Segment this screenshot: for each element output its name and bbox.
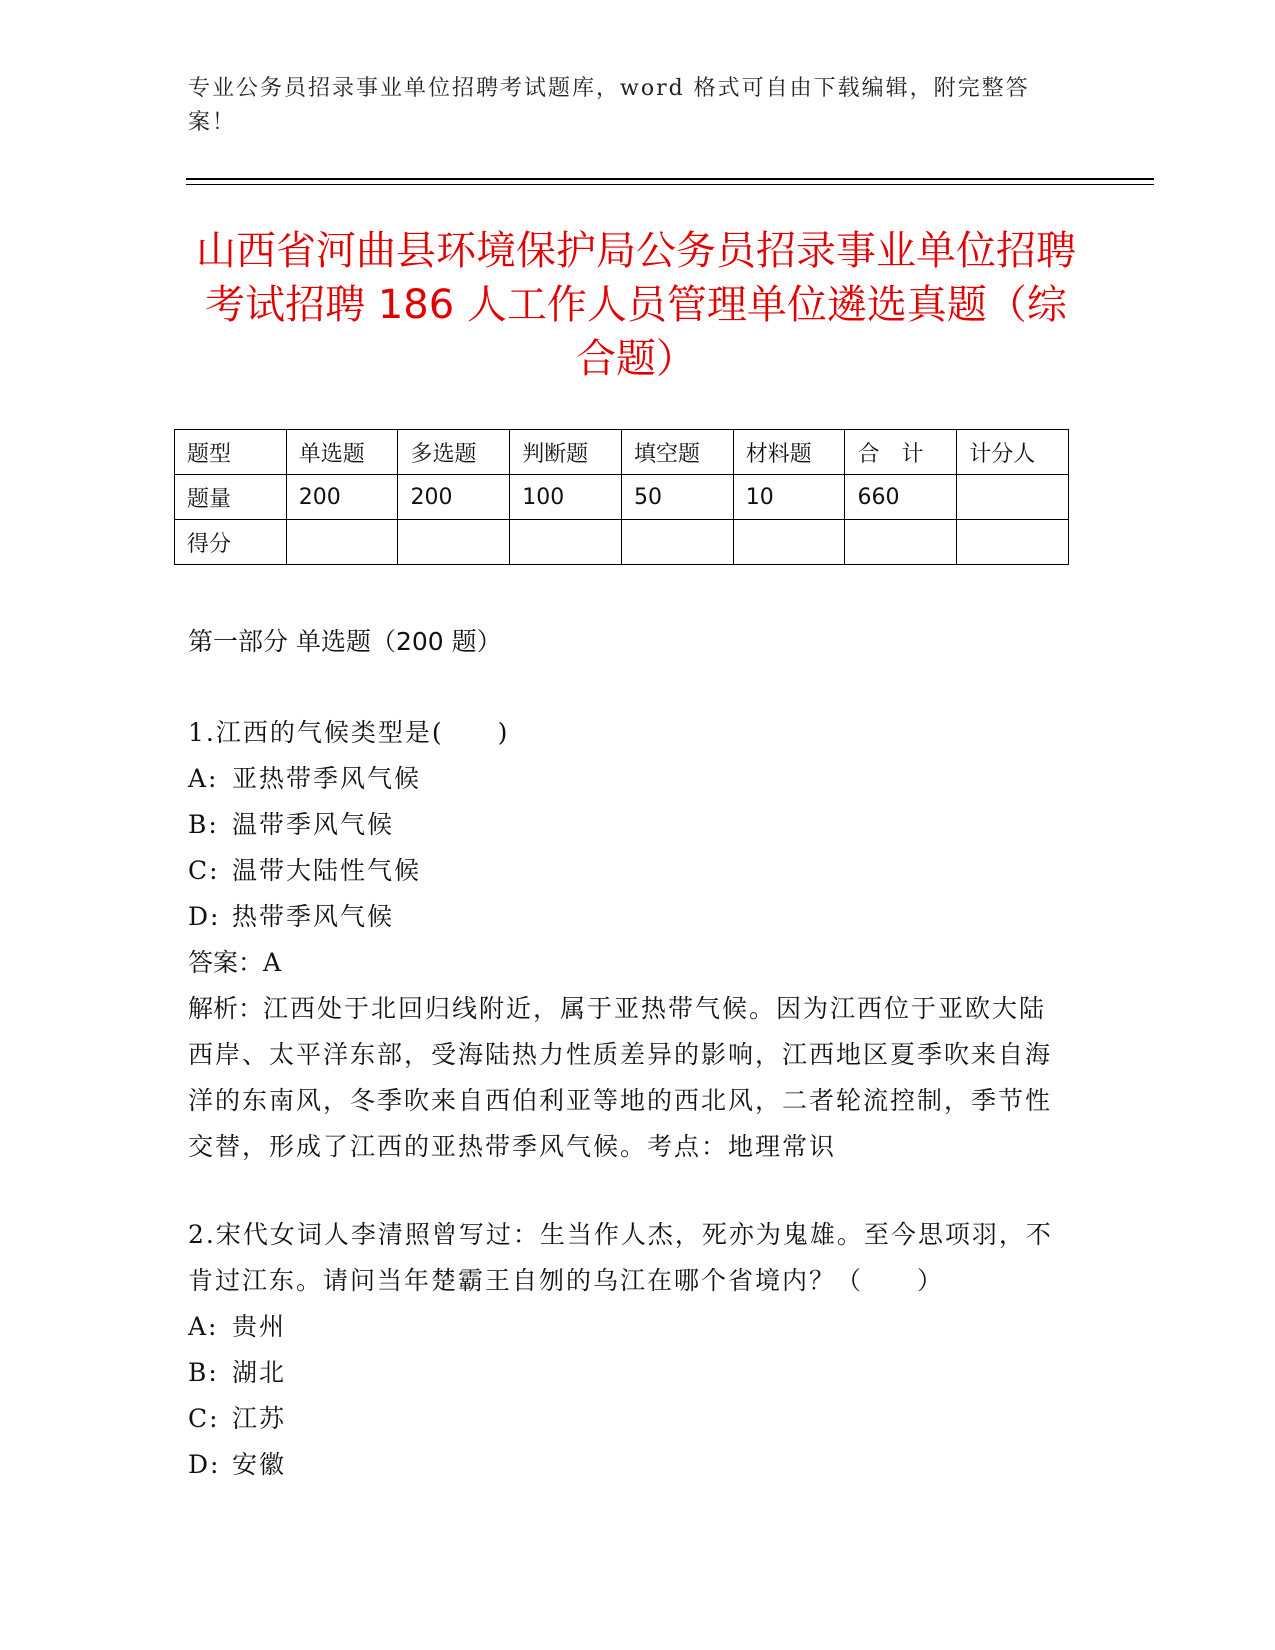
table-cell (845, 520, 957, 565)
option-text: 温带大陆性气候 (232, 856, 422, 885)
option-b (188, 1350, 1058, 1396)
header-rule (186, 178, 1154, 180)
table-cell: 200 (398, 475, 510, 520)
table-header-row (175, 430, 1069, 475)
option-letter: B: (188, 810, 219, 839)
option-letter: D: (188, 1450, 221, 1479)
option-text: 亚热带季风气候 (232, 764, 422, 793)
option-c (188, 1396, 1058, 1442)
option-letter: C: (188, 1404, 220, 1433)
option-d (188, 1442, 1058, 1488)
option-text: 湖北 (232, 1358, 287, 1387)
question-stem: 2.宋代女词人李清照曾写过：生当作人杰，死亦为鬼雄。至今思项羽，不肯过江东。请问当年楚霸王自刎的乌江在哪个省境内？（ ） (188, 1220, 1053, 1295)
answer-label: 答案： (188, 948, 264, 977)
table-cell (286, 520, 398, 565)
analysis-paragraph (188, 986, 1058, 1170)
header-rule-thin (186, 184, 1154, 185)
table-cell: 50 (622, 475, 734, 520)
question-2 (188, 1212, 1058, 1488)
option-d (188, 894, 1058, 940)
table-cell: 填空题 (622, 430, 734, 475)
answer-line (188, 940, 1058, 986)
table-cell: 得分 (175, 520, 287, 565)
table-cell: 判断题 (510, 430, 622, 475)
table-cell (398, 520, 510, 565)
option-text: 安徽 (232, 1450, 287, 1479)
table-cell (622, 520, 734, 565)
option-b (188, 802, 1058, 848)
option-text: 温带季风气候 (232, 810, 395, 839)
analysis-text: 江西处于北回归线附近，属于亚热带气候。因为江西位于亚欧大陆西岸、太平洋东部，受海陆热力性质差异的影响，江西地区夏季吹来自海洋的东南风，冬季吹来自西伯利亚等地的西北风，二者轮流控制，季节性交替，形成了江西的亚热带季风气候。考点：地理常识 (188, 994, 1053, 1161)
question-stem: 1.江西的气候类型是( ) (188, 718, 510, 747)
document-title: 山西省河曲县环境保护局公务员招录事业单位招聘考试招聘 186 人工作人员管理单位遴选真题（综合题） (196, 228, 1076, 382)
table-cell: 材料题 (733, 430, 845, 475)
table-cell: 合 计 (845, 430, 957, 475)
section-heading: 第一部分 单选题（200 题） (188, 627, 502, 656)
table-cell: 660 (845, 475, 957, 520)
table-row-score (175, 520, 1069, 565)
option-text: 贵州 (232, 1312, 287, 1341)
table-cell: 题型 (175, 430, 287, 475)
table-cell (510, 520, 622, 565)
analysis-label: 解析： (188, 994, 264, 1023)
table-cell: 200 (286, 475, 398, 520)
option-a (188, 1304, 1058, 1350)
option-c (188, 848, 1058, 894)
table-cell: 多选题 (398, 430, 510, 475)
option-letter: B: (188, 1358, 219, 1387)
option-text: 热带季风气候 (232, 902, 395, 931)
table-cell: 题量 (175, 475, 287, 520)
table-cell (733, 520, 845, 565)
option-a (188, 756, 1058, 802)
option-letter: A: (188, 1312, 219, 1341)
option-letter: D: (188, 902, 221, 931)
option-text: 江苏 (232, 1404, 287, 1433)
question-1 (188, 710, 1058, 1170)
score-table (174, 429, 1069, 565)
answer-value: A (263, 948, 284, 977)
table-cell: 单选题 (286, 430, 398, 475)
table-cell (957, 520, 1069, 565)
table-cell (957, 475, 1069, 520)
table-cell: 计分人 (957, 430, 1069, 475)
table-row-count (175, 475, 1069, 520)
table-cell: 10 (733, 475, 845, 520)
header-note: 专业公务员招录事业单位招聘考试题库，word 格式可自由下载编辑，附完整答案！ (188, 76, 1030, 135)
option-letter: A: (188, 764, 219, 793)
table-cell: 100 (510, 475, 622, 520)
option-letter: C: (188, 856, 220, 885)
